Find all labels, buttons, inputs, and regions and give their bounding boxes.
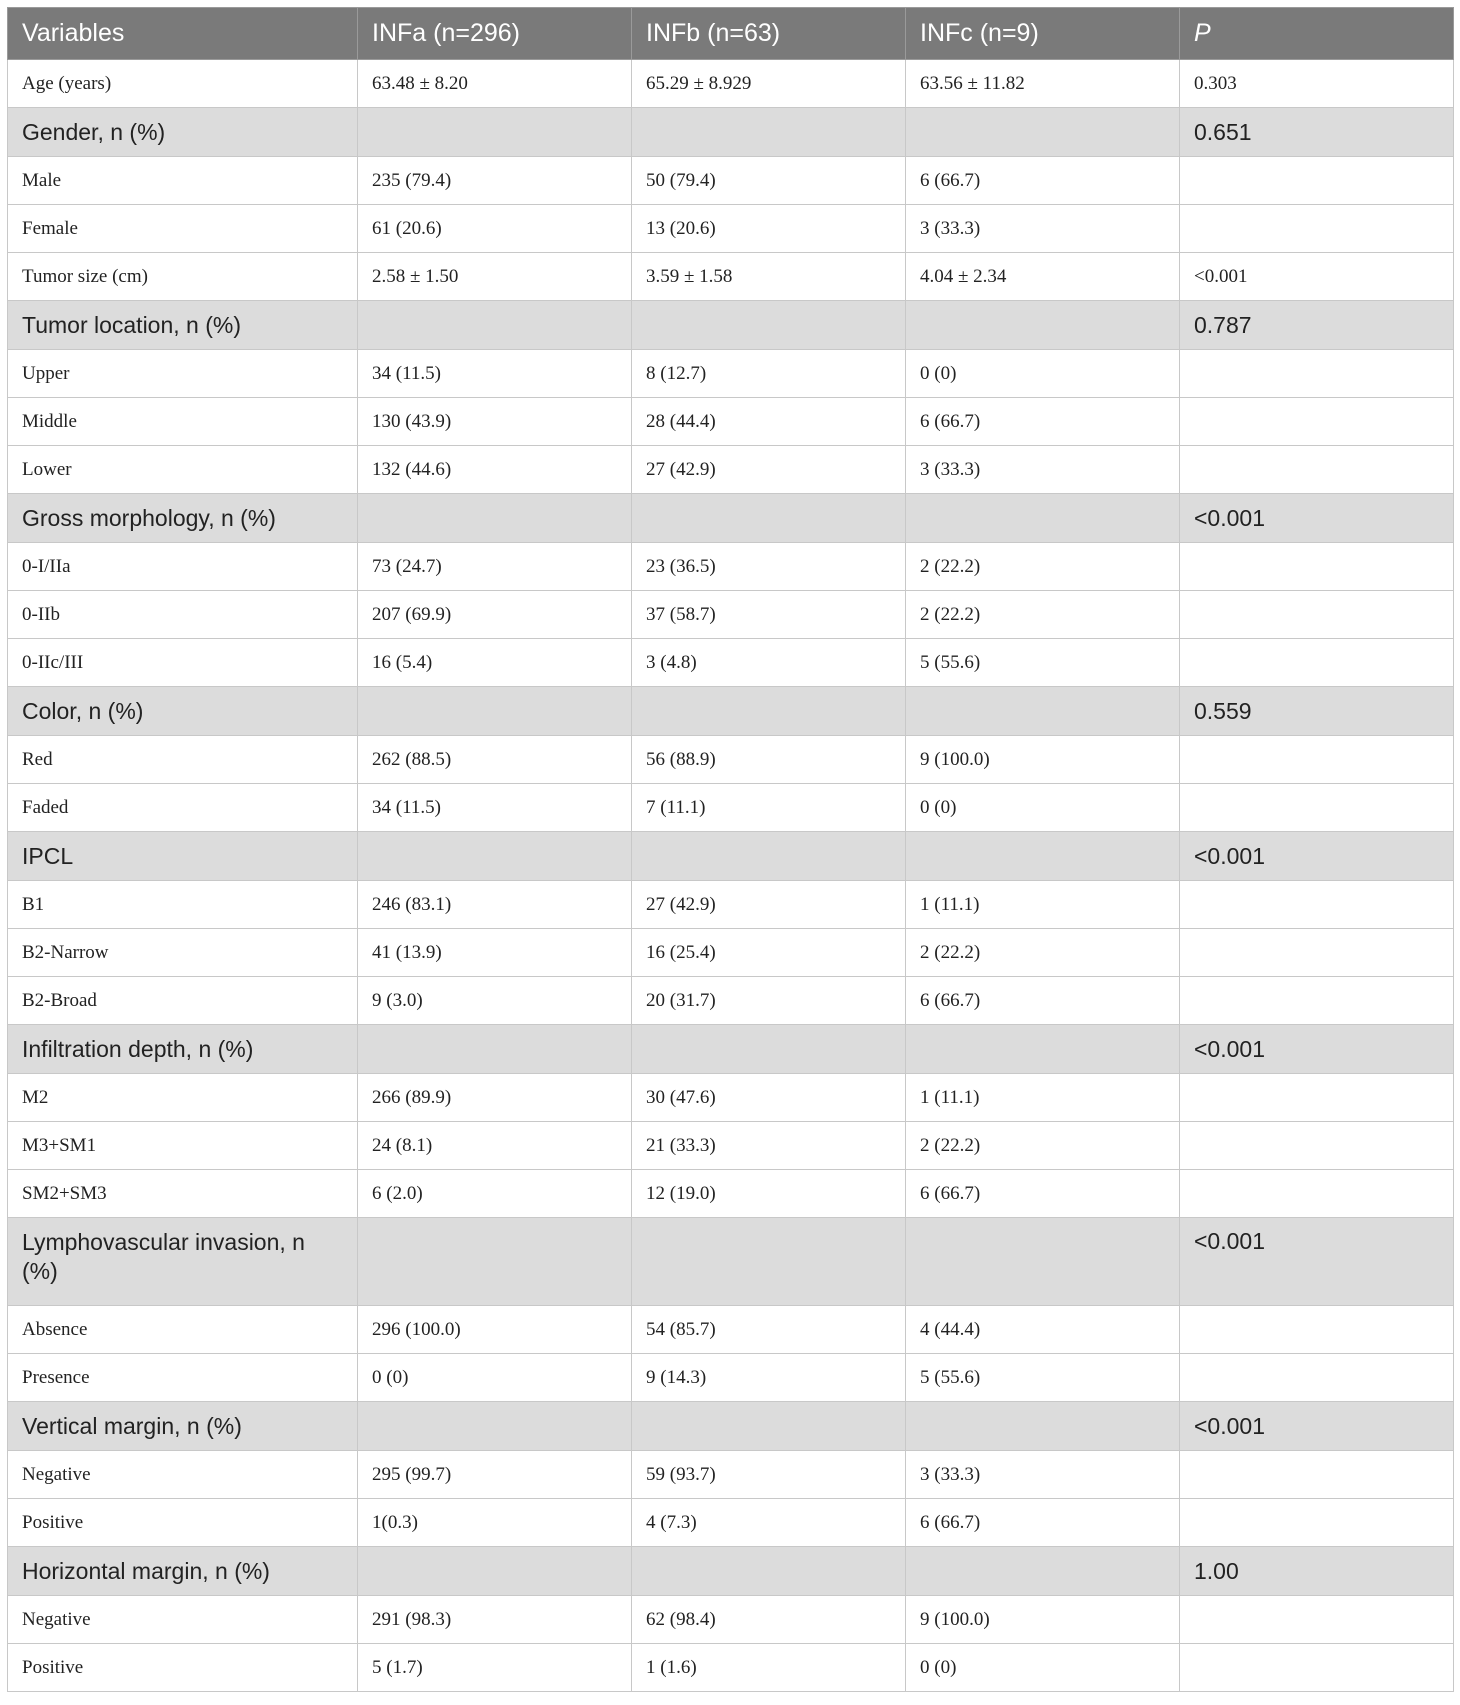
table-row <box>8 1499 1454 1547</box>
infa-cell <box>358 832 632 881</box>
p-value-cell: <0.001 <box>1180 1402 1454 1451</box>
infb-cell: 16 (25.4) <box>632 929 906 977</box>
table-row <box>8 350 1454 398</box>
variable-cell: Positive <box>8 1644 358 1692</box>
infb-cell: 59 (93.7) <box>632 1451 906 1499</box>
infb-cell: 3 (4.8) <box>632 639 906 687</box>
table-row <box>8 736 1454 784</box>
variable-cell: Upper <box>8 350 358 398</box>
infb-cell: 62 (98.4) <box>632 1596 906 1644</box>
infb-cell <box>632 1547 906 1596</box>
p-value-cell <box>1180 1354 1454 1402</box>
infa-cell: 1(0.3) <box>358 1499 632 1547</box>
variable-cell: M3+SM1 <box>8 1122 358 1170</box>
group-header-row <box>8 1547 1454 1596</box>
infa-cell <box>358 108 632 157</box>
p-value-cell <box>1180 1122 1454 1170</box>
p-value-cell <box>1180 881 1454 929</box>
infc-cell <box>906 1025 1180 1074</box>
infc-cell: 0 (0) <box>906 350 1180 398</box>
infc-cell: 4 (44.4) <box>906 1306 1180 1354</box>
infb-cell: 65.29 ± 8.929 <box>632 60 906 108</box>
p-value-cell <box>1180 591 1454 639</box>
infa-cell: 266 (89.9) <box>358 1074 632 1122</box>
p-value-cell <box>1180 1074 1454 1122</box>
p-value-cell: 0.787 <box>1180 301 1454 350</box>
infc-cell <box>906 687 1180 736</box>
infc-cell: 6 (66.7) <box>906 398 1180 446</box>
p-value-cell: <0.001 <box>1180 1025 1454 1074</box>
infb-cell: 56 (88.9) <box>632 736 906 784</box>
infa-cell <box>358 1547 632 1596</box>
infc-cell: 6 (66.7) <box>906 1170 1180 1218</box>
group-header-row <box>8 1025 1454 1074</box>
table-row <box>8 1170 1454 1218</box>
infa-cell: 2.58 ± 1.50 <box>358 253 632 301</box>
infc-cell <box>906 301 1180 350</box>
p-value-cell: <0.001 <box>1180 1218 1454 1306</box>
p-value-cell <box>1180 157 1454 205</box>
table-row <box>8 1451 1454 1499</box>
variable-cell: 0-I/IIa <box>8 543 358 591</box>
infb-cell: 21 (33.3) <box>632 1122 906 1170</box>
infc-cell: 0 (0) <box>906 784 1180 832</box>
header-p-value: P <box>1180 8 1454 60</box>
infa-cell: 291 (98.3) <box>358 1596 632 1644</box>
p-value-cell: 0.651 <box>1180 108 1454 157</box>
variable-cell: Horizontal margin, n (%) <box>8 1547 358 1596</box>
variable-cell: Faded <box>8 784 358 832</box>
infa-cell <box>358 1218 632 1306</box>
p-value-cell <box>1180 784 1454 832</box>
infc-cell: 63.56 ± 11.82 <box>906 60 1180 108</box>
infb-cell: 37 (58.7) <box>632 591 906 639</box>
infc-cell: 0 (0) <box>906 1644 1180 1692</box>
variable-cell: Red <box>8 736 358 784</box>
infa-cell: 0 (0) <box>358 1354 632 1402</box>
infb-cell: 27 (42.9) <box>632 446 906 494</box>
variable-cell: Lower <box>8 446 358 494</box>
variable-cell: IPCL <box>8 832 358 881</box>
group-header-row <box>8 301 1454 350</box>
infb-cell <box>632 494 906 543</box>
group-header-row <box>8 1402 1454 1451</box>
infa-cell <box>358 1402 632 1451</box>
p-value-cell <box>1180 1644 1454 1692</box>
variable-cell: B2-Broad <box>8 977 358 1025</box>
infb-cell: 4 (7.3) <box>632 1499 906 1547</box>
table-row <box>8 253 1454 301</box>
infb-cell: 9 (14.3) <box>632 1354 906 1402</box>
infb-cell: 20 (31.7) <box>632 977 906 1025</box>
infc-cell <box>906 494 1180 543</box>
infb-cell <box>632 687 906 736</box>
infc-cell: 4.04 ± 2.34 <box>906 253 1180 301</box>
p-value-cell <box>1180 1306 1454 1354</box>
infa-cell: 246 (83.1) <box>358 881 632 929</box>
infb-cell: 28 (44.4) <box>632 398 906 446</box>
table-body <box>8 60 1454 1692</box>
infc-cell <box>906 1547 1180 1596</box>
variable-cell: Color, n (%) <box>8 687 358 736</box>
infa-cell: 207 (69.9) <box>358 591 632 639</box>
infc-cell <box>906 1218 1180 1306</box>
table-row <box>8 1306 1454 1354</box>
p-value-cell <box>1180 1596 1454 1644</box>
infa-cell: 16 (5.4) <box>358 639 632 687</box>
table-row <box>8 929 1454 977</box>
infa-cell: 73 (24.7) <box>358 543 632 591</box>
p-value-cell: 0.303 <box>1180 60 1454 108</box>
variable-cell: Absence <box>8 1306 358 1354</box>
table-row <box>8 881 1454 929</box>
p-value-cell: <0.001 <box>1180 253 1454 301</box>
infa-cell <box>358 301 632 350</box>
infc-cell: 9 (100.0) <box>906 1596 1180 1644</box>
table-row <box>8 784 1454 832</box>
infa-cell: 41 (13.9) <box>358 929 632 977</box>
infb-cell: 12 (19.0) <box>632 1170 906 1218</box>
infa-cell: 34 (11.5) <box>358 350 632 398</box>
infc-cell: 5 (55.6) <box>906 639 1180 687</box>
infc-cell: 9 (100.0) <box>906 736 1180 784</box>
variable-cell: Infiltration depth, n (%) <box>8 1025 358 1074</box>
infa-cell: 130 (43.9) <box>358 398 632 446</box>
infb-cell: 1 (1.6) <box>632 1644 906 1692</box>
header-variables: Variables <box>8 8 358 60</box>
p-value-cell <box>1180 929 1454 977</box>
table-row <box>8 1074 1454 1122</box>
variable-cell: Negative <box>8 1451 358 1499</box>
infb-cell: 8 (12.7) <box>632 350 906 398</box>
variable-cell: Gender, n (%) <box>8 108 358 157</box>
p-value-cell <box>1180 543 1454 591</box>
table-row <box>8 157 1454 205</box>
header-infb: INFb (n=63) <box>632 8 906 60</box>
infc-cell: 1 (11.1) <box>906 1074 1180 1122</box>
variable-cell: Tumor location, n (%) <box>8 301 358 350</box>
variable-cell: B1 <box>8 881 358 929</box>
p-value-cell <box>1180 1451 1454 1499</box>
infb-cell <box>632 1025 906 1074</box>
p-value-cell: 0.559 <box>1180 687 1454 736</box>
p-value-cell <box>1180 1499 1454 1547</box>
infa-cell: 262 (88.5) <box>358 736 632 784</box>
infa-cell: 61 (20.6) <box>358 205 632 253</box>
infc-cell: 1 (11.1) <box>906 881 1180 929</box>
variable-cell: Presence <box>8 1354 358 1402</box>
group-header-row <box>8 687 1454 736</box>
variable-cell: Middle <box>8 398 358 446</box>
table-container <box>7 7 1453 1692</box>
infa-cell: 235 (79.4) <box>358 157 632 205</box>
p-value-cell <box>1180 350 1454 398</box>
table-row <box>8 398 1454 446</box>
infa-cell: 9 (3.0) <box>358 977 632 1025</box>
infb-cell: 7 (11.1) <box>632 784 906 832</box>
infc-cell: 2 (22.2) <box>906 1122 1180 1170</box>
infb-cell: 23 (36.5) <box>632 543 906 591</box>
p-value-cell: 1.00 <box>1180 1547 1454 1596</box>
infb-cell: 50 (79.4) <box>632 157 906 205</box>
infc-cell: 5 (55.6) <box>906 1354 1180 1402</box>
variable-cell: Vertical margin, n (%) <box>8 1402 358 1451</box>
variable-cell: Female <box>8 205 358 253</box>
p-value-cell <box>1180 1170 1454 1218</box>
infa-cell <box>358 687 632 736</box>
infc-cell: 6 (66.7) <box>906 157 1180 205</box>
infb-cell: 54 (85.7) <box>632 1306 906 1354</box>
group-header-row <box>8 494 1454 543</box>
infb-cell <box>632 1218 906 1306</box>
infa-cell <box>358 494 632 543</box>
infb-cell: 27 (42.9) <box>632 881 906 929</box>
p-value-cell <box>1180 398 1454 446</box>
table-row <box>8 639 1454 687</box>
variable-cell: Gross morphology, n (%) <box>8 494 358 543</box>
p-value-cell <box>1180 446 1454 494</box>
variable-cell: SM2+SM3 <box>8 1170 358 1218</box>
infc-cell <box>906 832 1180 881</box>
variable-cell: Tumor size (cm) <box>8 253 358 301</box>
table-row <box>8 1596 1454 1644</box>
variable-cell: Negative <box>8 1596 358 1644</box>
table-row <box>8 1644 1454 1692</box>
infc-cell: 3 (33.3) <box>906 1451 1180 1499</box>
infc-cell: 6 (66.7) <box>906 1499 1180 1547</box>
infc-cell: 2 (22.2) <box>906 591 1180 639</box>
infa-cell: 6 (2.0) <box>358 1170 632 1218</box>
infa-cell <box>358 1025 632 1074</box>
table-row <box>8 543 1454 591</box>
table-row <box>8 446 1454 494</box>
infb-cell <box>632 301 906 350</box>
variable-cell: 0-IIc/III <box>8 639 358 687</box>
p-value-cell <box>1180 977 1454 1025</box>
variable-cell: 0-IIb <box>8 591 358 639</box>
p-value-cell: <0.001 <box>1180 494 1454 543</box>
infa-cell: 34 (11.5) <box>358 784 632 832</box>
table-row <box>8 591 1454 639</box>
infc-cell: 3 (33.3) <box>906 205 1180 253</box>
table-row <box>8 1122 1454 1170</box>
group-header-row <box>8 1218 1454 1306</box>
group-header-row <box>8 108 1454 157</box>
infc-cell: 6 (66.7) <box>906 977 1180 1025</box>
variable-cell: Age (years) <box>8 60 358 108</box>
table-row <box>8 977 1454 1025</box>
infc-cell <box>906 1402 1180 1451</box>
infc-cell: 2 (22.2) <box>906 543 1180 591</box>
infa-cell: 132 (44.6) <box>358 446 632 494</box>
infa-cell: 295 (99.7) <box>358 1451 632 1499</box>
infb-cell <box>632 108 906 157</box>
infa-cell: 63.48 ± 8.20 <box>358 60 632 108</box>
group-header-row <box>8 832 1454 881</box>
infa-cell: 24 (8.1) <box>358 1122 632 1170</box>
variable-cell: B2-Narrow <box>8 929 358 977</box>
clinical-characteristics-table <box>7 7 1454 1692</box>
variable-cell: M2 <box>8 1074 358 1122</box>
header-row <box>8 8 1454 60</box>
variable-cell: Lymphovascular invasion, n (%) <box>8 1218 358 1306</box>
infa-cell: 5 (1.7) <box>358 1644 632 1692</box>
infb-cell <box>632 1402 906 1451</box>
p-value-cell <box>1180 639 1454 687</box>
infb-cell <box>632 832 906 881</box>
infb-cell: 30 (47.6) <box>632 1074 906 1122</box>
header-infc: INFc (n=9) <box>906 8 1180 60</box>
table-row <box>8 205 1454 253</box>
p-value-cell: <0.001 <box>1180 832 1454 881</box>
infc-cell: 2 (22.2) <box>906 929 1180 977</box>
header-infa: INFa (n=296) <box>358 8 632 60</box>
infc-cell: 3 (33.3) <box>906 446 1180 494</box>
variable-cell: Positive <box>8 1499 358 1547</box>
p-value-cell <box>1180 205 1454 253</box>
infc-cell <box>906 108 1180 157</box>
infb-cell: 3.59 ± 1.58 <box>632 253 906 301</box>
table-row <box>8 1354 1454 1402</box>
infa-cell: 296 (100.0) <box>358 1306 632 1354</box>
p-value-cell <box>1180 736 1454 784</box>
infb-cell: 13 (20.6) <box>632 205 906 253</box>
variable-cell: Male <box>8 157 358 205</box>
table-row <box>8 60 1454 108</box>
